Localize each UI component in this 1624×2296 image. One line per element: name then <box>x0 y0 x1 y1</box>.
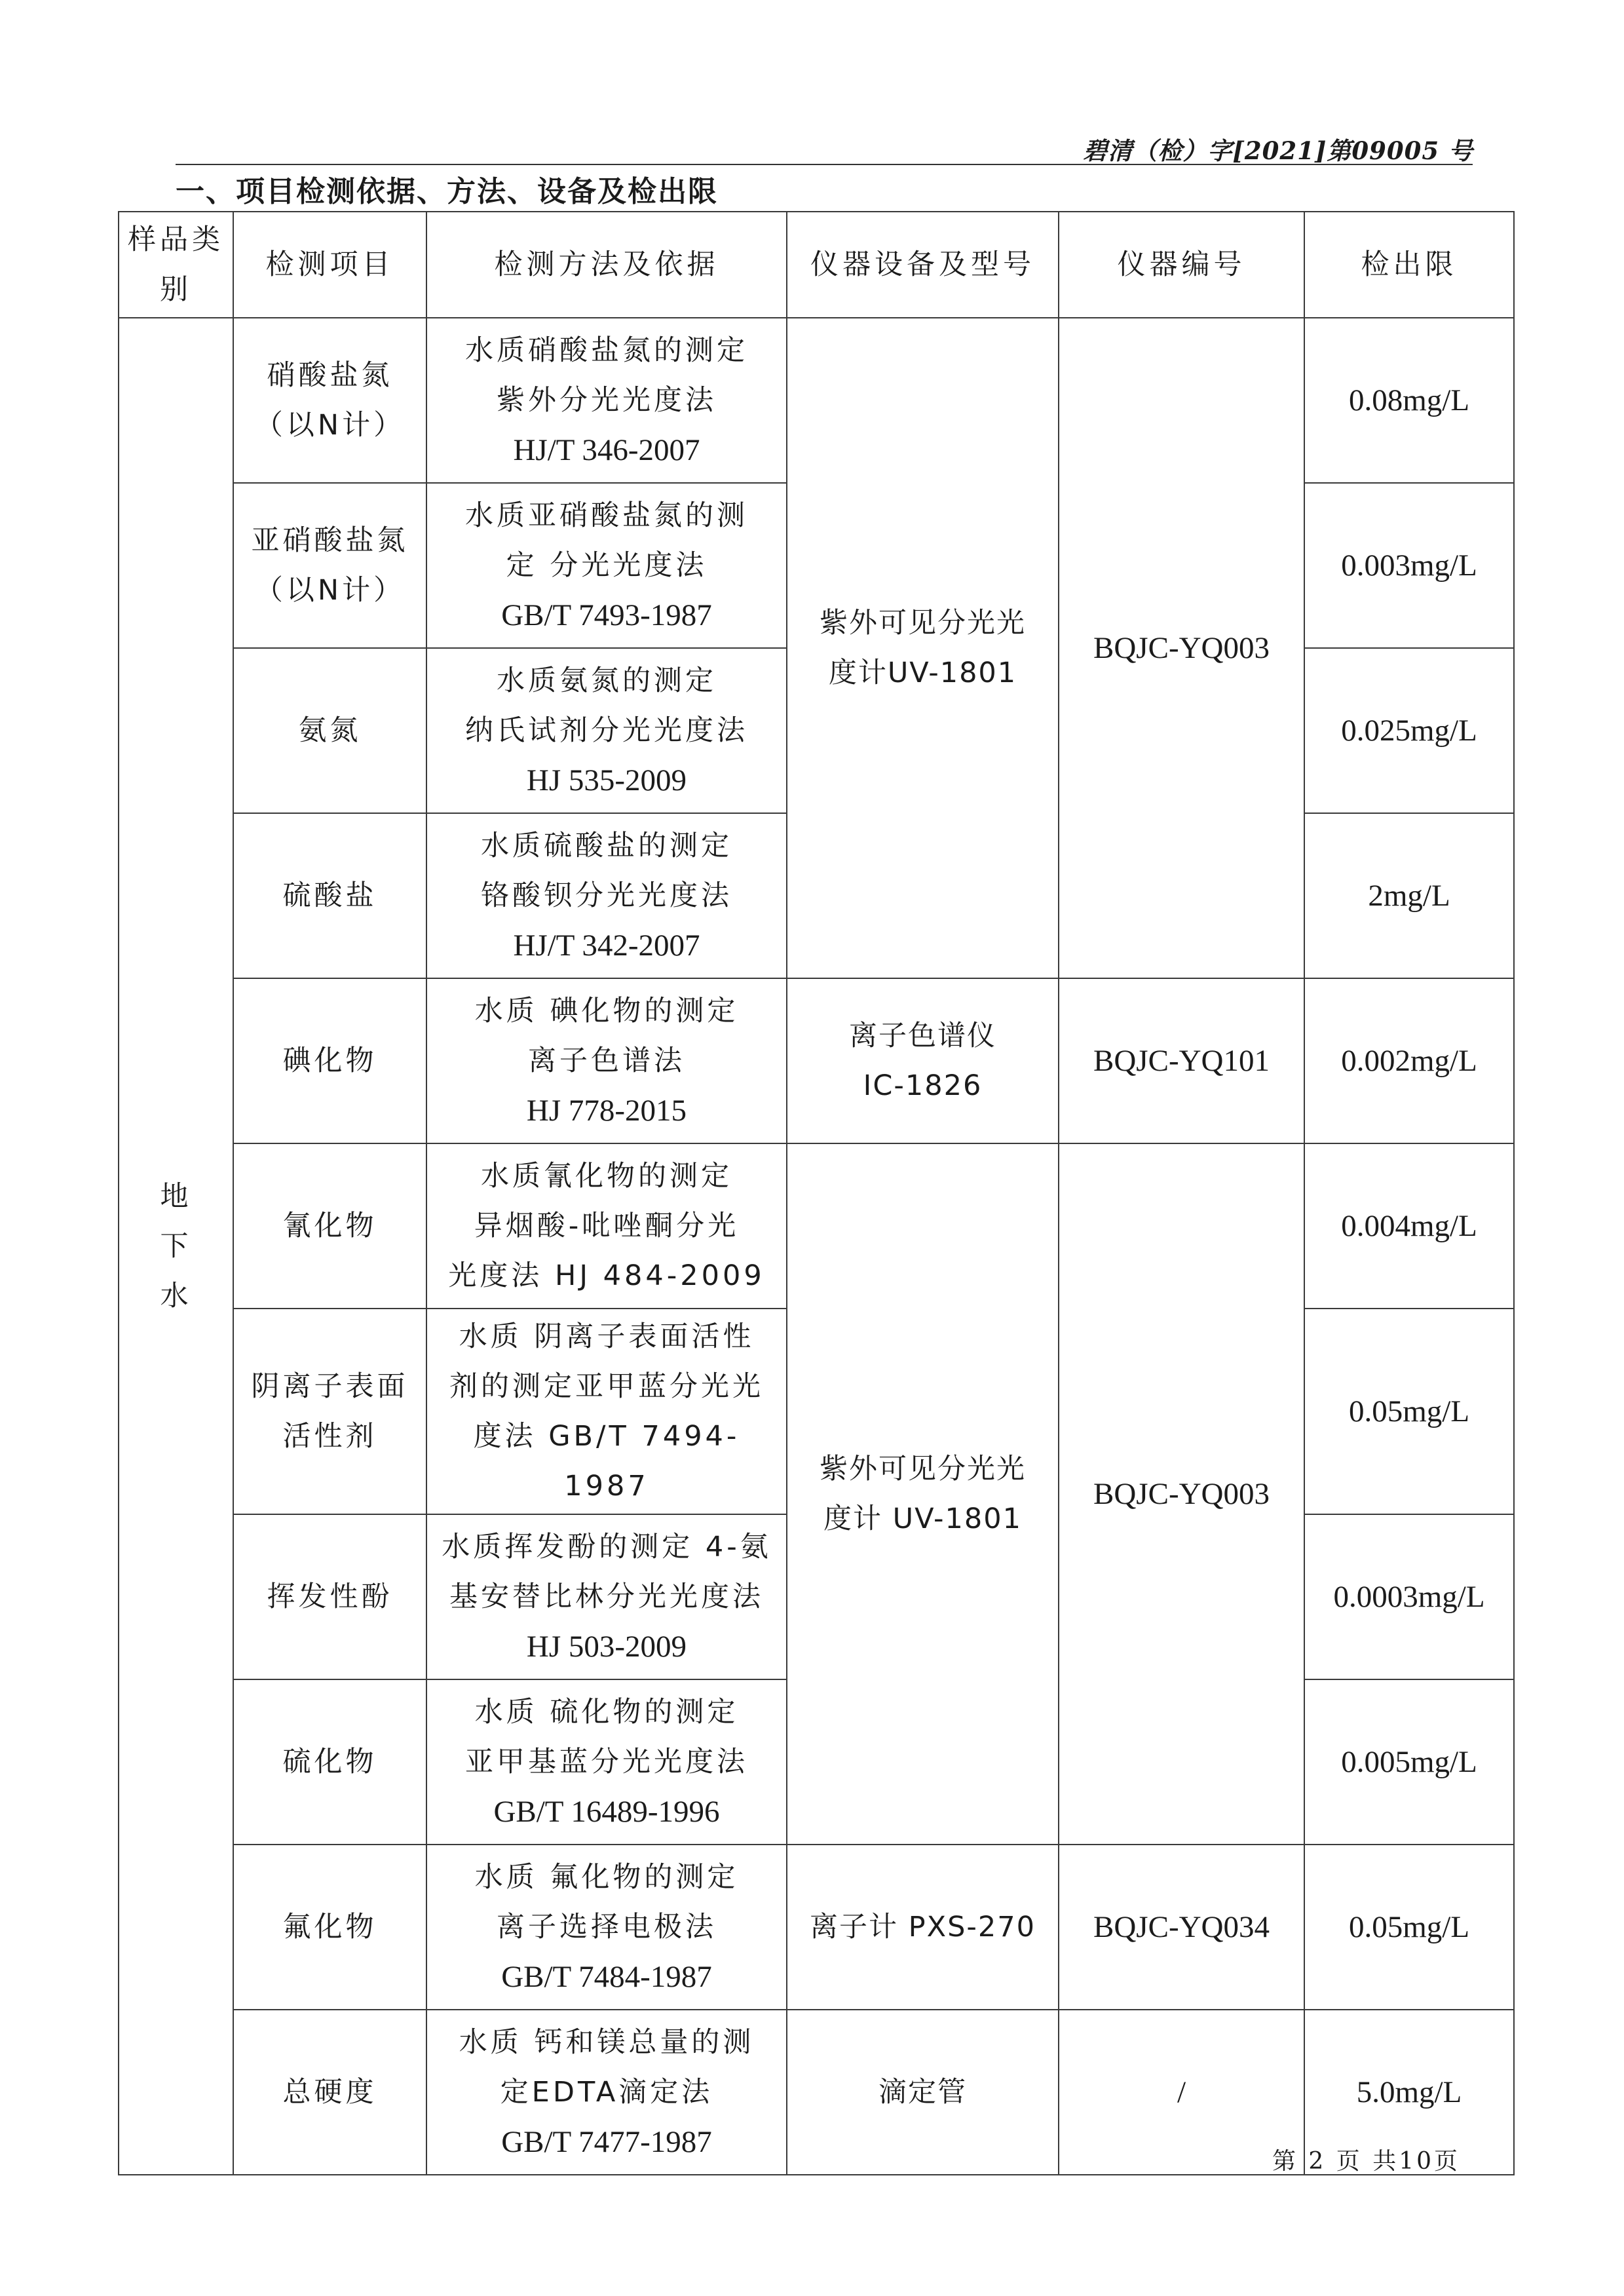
device-code-cell: BQJC-YQ101 <box>1059 978 1304 1143</box>
table-row <box>119 318 1514 483</box>
table-row <box>119 1845 1514 2010</box>
item-cell: 阴离子表面活性剂 <box>233 1309 426 1514</box>
limit-cell: 2mg/L <box>1304 813 1514 978</box>
item-cell: 硝酸盐氮（以N计） <box>233 318 426 483</box>
col-header-limit: 检出限 <box>1304 212 1514 318</box>
method-line: 光度法 HJ 484-2009 <box>448 1259 765 1292</box>
method-cell <box>426 1845 787 2010</box>
method-line: 离子选择电极法 <box>497 1911 717 1943</box>
method-line: HJ 535-2009 <box>526 763 687 797</box>
method-line: 水质 碘化物的测定 <box>474 995 739 1027</box>
method-cell <box>426 1514 787 1679</box>
device-code-cell: / <box>1059 2010 1304 2175</box>
device-code-cell: BQJC-YQ003 <box>1059 1143 1304 1845</box>
method-line: 水质 氟化物的测定 <box>474 1861 739 1894</box>
item-cell: 硫酸盐 <box>233 813 426 978</box>
col-header-sample-type: 样品类别 <box>119 212 233 318</box>
table-header-row <box>119 212 1514 318</box>
table-row <box>119 978 1514 1143</box>
limit-cell: 0.025mg/L <box>1304 648 1514 813</box>
method-line: 紫外分光光度法 <box>497 384 717 417</box>
limit-cell: 0.005mg/L <box>1304 1679 1514 1845</box>
method-cell <box>426 1679 787 1845</box>
method-line: 度法 GB/T 7494-1987 <box>473 1420 740 1502</box>
device-code-cell: BQJC-YQ034 <box>1059 1845 1304 2010</box>
item-cell: 总硬度 <box>233 2010 426 2175</box>
page-number: 第 2 页 共10页 <box>1272 2148 1460 2175</box>
item-cell: 挥发性酚 <box>233 1514 426 1679</box>
method-line: 铬酸钡分光光度法 <box>481 879 732 912</box>
method-line: 亚甲基蓝分光光度法 <box>465 1746 748 1778</box>
document-number: 碧清（检）字[2021]第09005 号 <box>1083 136 1473 165</box>
item-cell: 亚硝酸盐氮（以N计） <box>233 483 426 648</box>
limit-cell: 5.0mg/L <box>1304 2010 1514 2175</box>
device-cell: 紫外可见分光光度计 UV-1801 <box>787 1143 1059 1845</box>
method-cell <box>426 648 787 813</box>
method-line: GB/T 16489-1996 <box>493 1795 720 1829</box>
method-line: GB/T 7477-1987 <box>501 2125 712 2159</box>
method-line: 纳氏试剂分光光度法 <box>465 714 748 747</box>
col-header-device: 仪器设备及型号 <box>787 212 1059 318</box>
method-line: 水质 硫化物的测定 <box>474 1696 739 1729</box>
limit-cell: 0.002mg/L <box>1304 978 1514 1143</box>
limit-cell: 0.004mg/L <box>1304 1143 1514 1309</box>
device-code-cell: BQJC-YQ003 <box>1059 318 1304 978</box>
limit-cell: 0.05mg/L <box>1304 1309 1514 1514</box>
limit-cell: 0.08mg/L <box>1304 318 1514 483</box>
method-line: 水质氰化物的测定 <box>481 1160 732 1193</box>
col-header-method: 检测方法及依据 <box>426 212 787 318</box>
device-cell: 滴定管 <box>787 2010 1059 2175</box>
sample-type-cell: 地下水 <box>119 318 233 2175</box>
method-line: 基安替比林分光光度法 <box>449 1580 764 1613</box>
method-line: 水质硝酸盐氮的测定 <box>465 334 748 367</box>
method-line: 水质硫酸盐的测定 <box>481 830 732 862</box>
item-cell: 硫化物 <box>233 1679 426 1845</box>
device-cell: 离子计 PXS-270 <box>787 1845 1059 2010</box>
method-line: 水质挥发酚的测定 4-氨 <box>442 1531 772 1563</box>
method-line: HJ/T 346-2007 <box>513 433 700 467</box>
method-line: 异烟酸-吡唑酮分光 <box>474 1210 740 1242</box>
method-cell <box>426 318 787 483</box>
method-line: 水质 钙和镁总量的测 <box>459 2026 755 2059</box>
method-cell <box>426 1143 787 1309</box>
method-line: GB/T 7493-1987 <box>501 598 712 632</box>
method-cell <box>426 813 787 978</box>
method-line: 水质 阴离子表面活性 <box>459 1320 755 1353</box>
item-cell: 氰化物 <box>233 1143 426 1309</box>
method-cell <box>426 483 787 648</box>
method-cell <box>426 978 787 1143</box>
col-header-item: 检测项目 <box>233 212 426 318</box>
method-line: 水质亚硝酸盐氮的测 <box>465 499 748 532</box>
limit-cell: 0.003mg/L <box>1304 483 1514 648</box>
device-cell: 紫外可见分光光度计UV-1801 <box>787 318 1059 978</box>
section-title: 一、项目检测依据、方法、设备及检出限 <box>176 175 718 208</box>
method-line: 水质氨氮的测定 <box>497 664 717 697</box>
header-rule <box>176 164 1473 165</box>
method-line: HJ 778-2015 <box>526 1094 687 1128</box>
method-cell <box>426 1309 787 1514</box>
item-cell: 氨氮 <box>233 648 426 813</box>
item-cell: 碘化物 <box>233 978 426 1143</box>
method-cell <box>426 2010 787 2175</box>
device-cell: 离子色谱仪IC-1826 <box>787 978 1059 1143</box>
col-header-device-code: 仪器编号 <box>1059 212 1304 318</box>
method-line: 定 分光光度法 <box>506 549 708 582</box>
limit-cell: 0.0003mg/L <box>1304 1514 1514 1679</box>
method-line: 剂的测定亚甲蓝分光光 <box>449 1370 764 1403</box>
method-line: GB/T 7484-1987 <box>501 1960 712 1994</box>
limit-cell: 0.05mg/L <box>1304 1845 1514 2010</box>
method-line: 定EDTA滴定法 <box>500 2076 713 2109</box>
table-row <box>119 1143 1514 1309</box>
method-line: HJ/T 342-2007 <box>513 928 700 963</box>
method-line: HJ 503-2009 <box>526 1630 687 1664</box>
method-line: 离子色谱法 <box>528 1044 685 1077</box>
item-cell: 氟化物 <box>233 1845 426 2010</box>
detection-table <box>118 211 1515 2175</box>
